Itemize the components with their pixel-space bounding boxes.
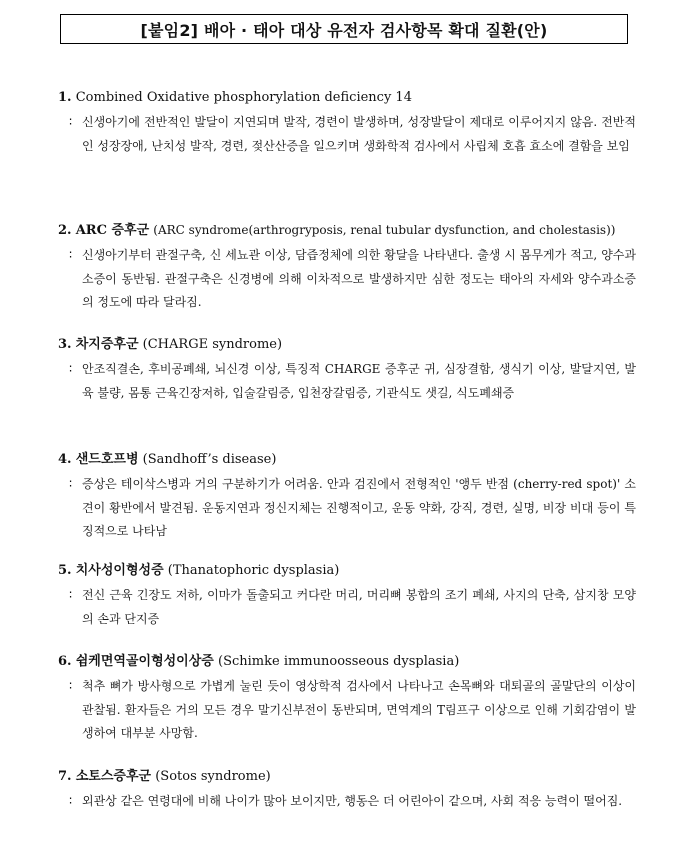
disease-heading — [58, 89, 636, 107]
disease-heading — [58, 768, 636, 786]
disease-english-name: (CHARGE syndrome) — [142, 337, 283, 352]
disease-description-text: 신생아기에 전반적인 발달이 지연되며 발작, 경련이 발생하며, 성장발달이 제대로 이루어지지 않음. 전반적인 성장장애, 난치성 발작, 경련, 젖산산증을 일으키며 생화학적 검사에서 사립체 호흡 효소에 결함을 보임 — [82, 115, 636, 153]
disease-english-name: Combined Oxidative phosphorylation deficiency 14 — [75, 90, 412, 105]
disease-number: 4. — [58, 452, 72, 467]
disease-heading — [58, 653, 636, 671]
disease-description — [58, 584, 636, 631]
bullet-mark: ∶ — [69, 115, 73, 129]
bullet-mark: ∶ — [69, 588, 73, 602]
disease-korean-name: 소토스증후군 — [75, 769, 152, 784]
bullet-mark: ∶ — [69, 794, 73, 808]
disease-korean-name: 쉼케면역골이형성이상증 — [75, 654, 214, 669]
disease-heading — [58, 336, 636, 354]
disease-item — [58, 562, 636, 631]
document-title: [붙임2] 배아 · 태아 대상 유전자 검사항목 확대 질환(안) — [140, 20, 548, 40]
disease-number: 7. — [58, 769, 72, 784]
disease-description — [58, 473, 636, 544]
disease-heading — [58, 451, 636, 469]
disease-description-text: 신생아기부터 관절구축, 신 세뇨관 이상, 담즙정체에 의한 황달을 나타낸다. 출생 시 몸무게가 적고, 양수과소증이 동반됨. 관절구축은 신경병에 의해 이차적으로 발생하지만 심한 정도는 태아의 자세와 양수과소증의 정도에 따라 달라짐. — [82, 248, 636, 309]
disease-heading — [58, 221, 636, 240]
title-box — [60, 14, 628, 44]
disease-english-name: (Sandhoff’s disease) — [142, 452, 277, 467]
disease-number: 1. — [58, 90, 72, 105]
disease-item — [58, 221, 636, 315]
disease-description-text: 안조직결손, 후비공폐쇄, 뇌신경 이상, 특징적 CHARGE 증후군 귀, 심장결함, 생식기 이상, 발달지연, 발육 불량, 몸통 근육긴장저하, 입술갈림증, 입천장갈림증, 기관식도 샛길, 식도폐쇄증 — [82, 362, 636, 400]
disease-description-text: 증상은 테이삭스병과 거의 구분하기가 어려움. 안과 검진에서 전형적인 '앵두 반점 (cherry-red spot)' 소견이 황반에서 발견됨. 운동지연과 정신지체는 진행적이고, 운동 약화, 강직, 경련, 실명, 비장 비대 등이 특징적으로 나타남 — [82, 477, 636, 538]
disease-heading — [58, 562, 636, 580]
disease-description — [58, 111, 636, 158]
disease-description-text: 척추 뼈가 방사형으로 가볍게 눌린 듯이 영상학적 검사에서 나타나고 손목뼈와 대퇴골의 골말단의 이상이 관찰됨. 환자들은 거의 모든 경우 말기신부전이 동반되며, 면역계의 T림프구 이상으로 인해 기회감염이 발생하여 대부분 사망함. — [82, 679, 636, 740]
disease-korean-name: ARC 증후군 — [75, 223, 150, 238]
disease-description-text: 전신 근육 긴장도 저하, 이마가 돌출되고 커다란 머리, 머리뼈 봉합의 조기 폐쇄, 사지의 단축, 삼지창 모양의 손과 단지증 — [82, 588, 636, 626]
disease-english-name: (Thanatophoric dysplasia) — [167, 563, 340, 578]
disease-item — [58, 336, 636, 405]
disease-english-name: (Sotos syndrome) — [155, 769, 271, 784]
disease-number: 5. — [58, 563, 72, 578]
disease-description — [58, 358, 636, 405]
bullet-mark: ∶ — [69, 679, 73, 693]
disease-description-text: 외관상 같은 연령대에 비해 나이가 많아 보이지만, 행동은 더 어린아이 같으며, 사회 적응 능력이 떨어짐. — [82, 794, 623, 808]
disease-korean-name: 샌드호프병 — [75, 452, 139, 467]
disease-number: 3. — [58, 337, 72, 352]
bullet-mark: ∶ — [69, 248, 73, 262]
disease-number: 2. — [58, 223, 72, 238]
disease-korean-name: 치사성이형성증 — [75, 563, 164, 578]
disease-item — [58, 768, 636, 814]
disease-description — [58, 790, 636, 814]
bullet-mark: ∶ — [69, 477, 73, 491]
bullet-mark: ∶ — [69, 362, 73, 376]
disease-korean-name: 차지증후군 — [75, 337, 139, 352]
disease-english-name: (Schimke immunoosseous dysplasia) — [218, 654, 460, 669]
disease-number: 6. — [58, 654, 72, 669]
disease-item — [58, 89, 636, 158]
disease-description — [58, 244, 636, 315]
disease-item — [58, 451, 636, 544]
disease-description — [58, 675, 636, 746]
disease-english-name: (ARC syndrome(arthrogryposis, renal tubular dysfunction, and cholestasis)) — [153, 223, 616, 237]
disease-item — [58, 653, 636, 746]
